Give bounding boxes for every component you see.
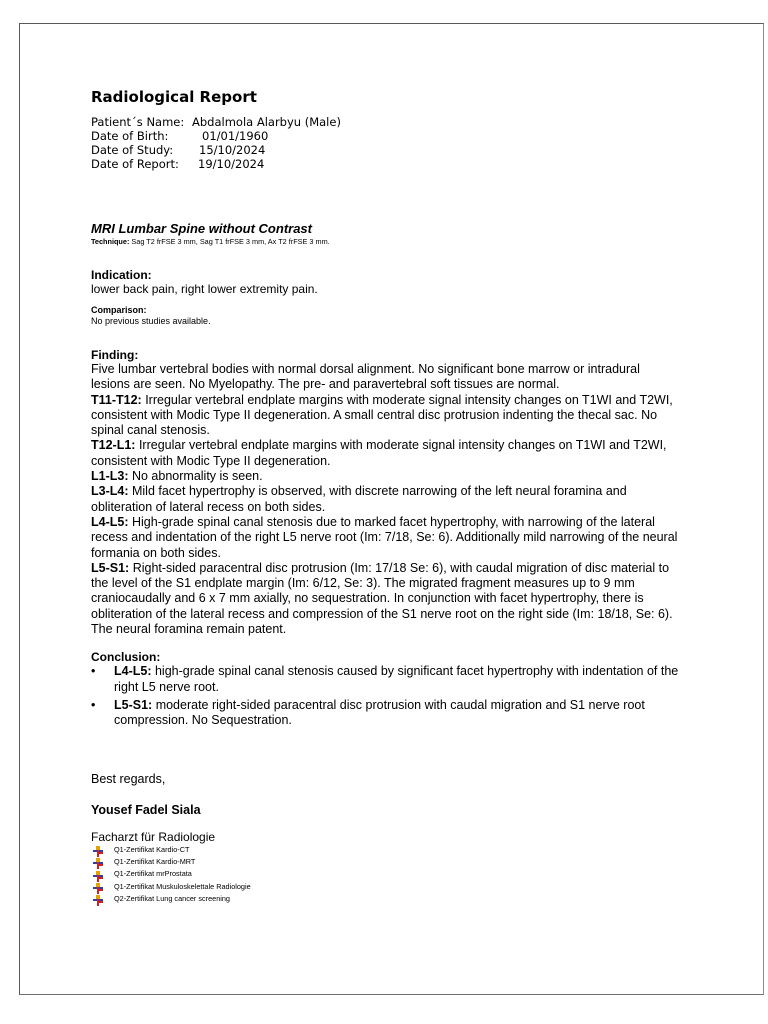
finding-level: T11-T12: — [91, 392, 142, 407]
indication-heading: Indication: — [91, 268, 152, 282]
finding-level: L5-S1: — [91, 560, 130, 575]
date-of-birth-value: 01/01/1960 — [202, 129, 269, 143]
date-of-birth-label: Date of Birth: — [91, 129, 169, 143]
pin-icon — [91, 881, 105, 892]
finding-t11-t12 — [91, 393, 681, 439]
technique-label: Technique: — [91, 237, 130, 246]
finding-text: No abnormality is seen. — [131, 469, 263, 484]
date-of-study-row — [91, 143, 681, 157]
finding-text: Irregular vertebral endplate margins with moderate signal intensity changes on T1WI and T2WI, consistent with Modic Type II degeneration. — [91, 438, 667, 468]
report-content — [91, 86, 681, 905]
date-of-study-value: 15/10/2024 — [199, 143, 266, 157]
indication-text: lower back pain, right lower extremity pain. — [91, 282, 318, 296]
finding-heading: Finding: — [91, 348, 139, 362]
finding-l3-l4 — [91, 484, 681, 515]
patient-name-value: Abdalmola Alarbyu (Male) — [192, 115, 341, 129]
date-of-study-label: Date of Study: — [91, 143, 174, 157]
certificate-text: Q1-Zertifikat Kardio-MRT — [114, 856, 196, 866]
certificate-text: Q1-Zertifikat Muskuloskelettale Radiologie — [114, 881, 251, 891]
pin-icon — [91, 856, 105, 867]
pin-icon — [91, 844, 105, 855]
finding-l4-l5 — [91, 515, 681, 561]
conclusion-section — [91, 650, 681, 728]
patient-info — [91, 115, 681, 171]
certificate-item — [91, 856, 681, 868]
finding-text: Right-sided paracentral disc protrusion (Im: 17/18 Se: 6), with caudal migration of disc material to the level of the S1 endplate margin (Im: 6/12, Se: 3). The migrated fragment measures up to 9 mm craniocaudally and 6 x 7 mm axially, no sequestration. In conjunction with facet hypertrophy, there is obliteration of the lateral recess and compression of the S1 nerve root on the right side (Im: 18/18, Se: 6). The neural foramina remain patent. — [91, 560, 673, 637]
finding-text: Irregular vertebral endplate margins with moderate signal intensity changes on T1WI and T2WI, consistent with Modic Type II degeneration. A small central disc protrusion indenting the thecal sac. No spinal canal stenosis. — [91, 392, 673, 438]
finding-intro: Five lumbar vertebral bodies with normal dorsal alignment. No significant bone marrow or intradural lesions are seen. No Myelopathy. The pre- and paravertebral soft tissues are normal. — [91, 362, 640, 392]
finding-text: High-grade spinal canal stenosis due to marked facet hypertrophy, with narrowing of the lateral recess and indentation of the right L5 nerve root (Im: 7/18, Se: 6). Additionally mild narrowing of the neural formania on both sides. — [91, 514, 678, 560]
finding-level: L3-L4: — [91, 484, 129, 499]
date-of-birth-row — [91, 129, 681, 143]
signer-specialty: Facharzt für Radiologie — [91, 829, 216, 844]
patient-name-label: Patient´s Name: — [91, 115, 185, 129]
finding-l5-s1 — [91, 561, 681, 637]
comparison-heading: Comparison: — [91, 305, 147, 315]
report-title: Radiological Report — [91, 88, 257, 106]
finding-section — [91, 348, 681, 637]
finding-level: T12-L1: — [91, 438, 136, 453]
certificate-item — [91, 880, 681, 892]
technique-text: Sag T2 frFSE 3 mm, Sag T1 frFSE 3 mm, Ax T2 frFSE 3 mm. — [131, 237, 330, 246]
certificate-item — [91, 893, 681, 905]
certificate-text: Q1-Zertifikat Kardio-CT — [114, 844, 190, 854]
conclusion-item-l5-s1 — [91, 698, 681, 729]
conclusion-level: L5-S1: — [114, 697, 153, 712]
conclusion-heading: Conclusion: — [91, 650, 161, 665]
conclusion-text: moderate right-sided paracentral disc protrusion with caudal migration and S1 nerve root compression. No Sequestration. — [114, 697, 645, 728]
conclusion-list — [91, 664, 681, 728]
pin-icon — [91, 869, 105, 880]
certificate-list — [91, 844, 681, 905]
finding-t12-l1 — [91, 438, 681, 469]
bullet-icon: • — [91, 697, 96, 712]
certificate-text: Q2-Zertifikat Lung cancer screening — [114, 893, 230, 903]
date-of-report-value: 19/10/2024 — [198, 157, 265, 171]
conclusion-level: L4-L5: — [114, 664, 152, 679]
conclusion-item-l4-l5 — [91, 664, 681, 695]
finding-level: L4-L5: — [91, 514, 129, 529]
technique — [91, 237, 681, 247]
date-of-report-row — [91, 157, 681, 171]
certificate-text: Q1-Zertifikat mrProstata — [114, 869, 192, 879]
document-page — [19, 23, 764, 995]
patient-name-row — [91, 115, 681, 129]
pin-icon — [91, 893, 105, 904]
signer-name: Yousef Fadel Siala — [91, 802, 201, 817]
finding-level: L1-L3: — [91, 469, 129, 484]
certificate-item — [91, 844, 681, 856]
certificate-item — [91, 868, 681, 880]
study-title: MRI Lumbar Spine without Contrast — [91, 221, 312, 236]
conclusion-text: high-grade spinal canal stenosis caused by significant facet hypertrophy with indentation of the right L5 nerve root. — [114, 664, 679, 694]
indication-section — [91, 268, 681, 297]
finding-l1-l3 — [91, 469, 681, 484]
comparison-text: No previous studies available. — [91, 316, 211, 326]
comparison-section — [91, 305, 681, 327]
closing-regards: Best regards, — [91, 771, 166, 786]
bullet-icon: • — [91, 664, 96, 679]
finding-text: Mild facet hypertrophy is observed, with discrete narrowing of the left neural foramina and obliteration of lateral recess on both sides. — [91, 484, 627, 514]
date-of-report-label: Date of Report: — [91, 157, 179, 171]
